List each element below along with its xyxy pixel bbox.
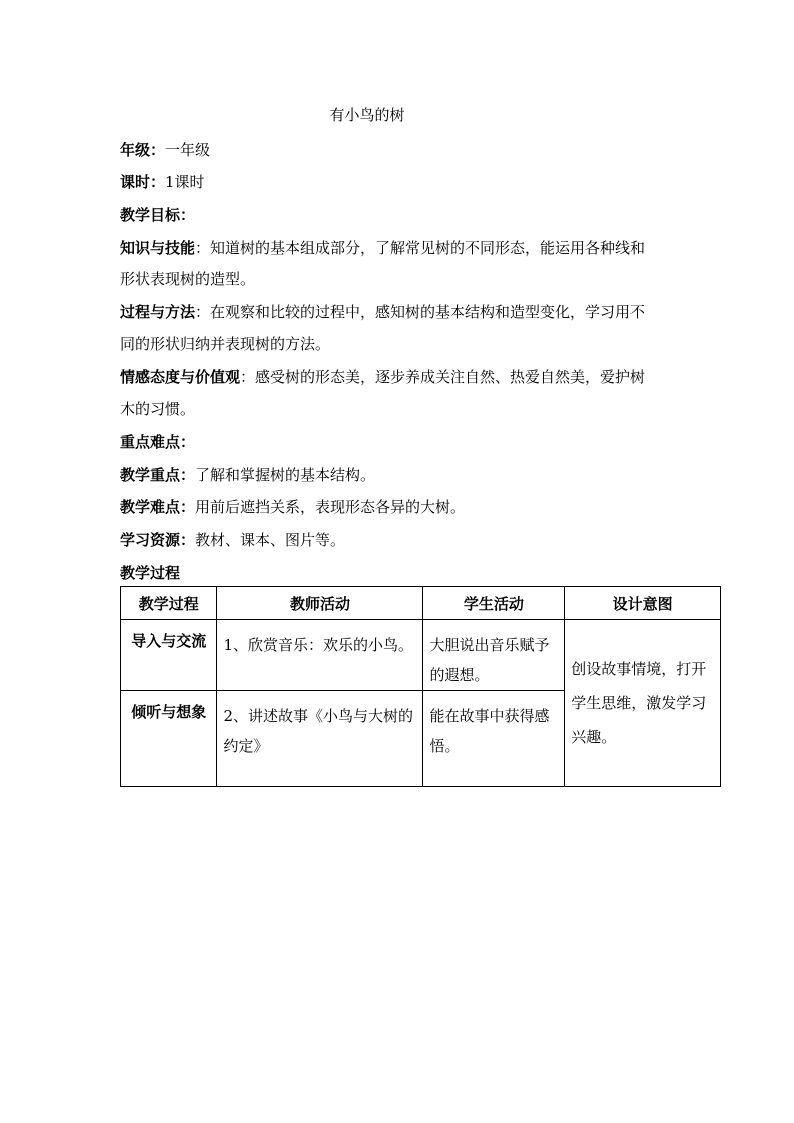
resources-value: 教材、课本、图片等。 [195,531,346,549]
attitude-line-2: 木的习惯。 [120,400,196,418]
student-cell: 大胆说出音乐赋予的遐想。 [423,620,565,691]
header-design: 设计意图 [565,587,721,620]
period-label: 课时： [120,173,166,191]
attitude-line-1 [120,367,680,387]
knowledge-line-1 [120,238,680,258]
objectives-heading: 教学目标： [120,206,196,224]
grade-line [120,140,680,160]
difficulty-label: 教学难点： [120,498,196,516]
resources-label: 学习资源： [120,531,196,549]
process-method-line-1 [120,302,680,322]
header-teacher: 教师活动 [217,587,423,620]
header-stage: 教学过程 [121,587,217,620]
key-point-line [120,465,680,485]
process-method-line-2: 同的形状归纳并表现树的方法。 [120,335,331,353]
attitude-text-1: ：感受树的形态美，逐步养成关注自然、热爱自然美，爱护树 [240,368,646,386]
key-point-label: 教学重点： [120,466,196,484]
knowledge-text-1: ：知道树的基本组成部分，了解常见树的不同形态，能运用各种线和 [195,239,646,257]
key-point-value: 了解和掌握树的基本结构。 [195,466,376,484]
difficulty-value: 用前后遮挡关系，表现形态各异的大树。 [195,498,466,516]
knowledge-label: 知识与技能 [120,239,196,257]
process-method-text-1: ：在观察和比较的过程中，感知树的基本结构和造型变化，学习用不 [195,303,646,321]
difficulty-line [120,497,680,517]
attitude-label: 情感态度与价值观 [120,368,241,386]
process-method-label: 过程与方法 [120,303,196,321]
stage-cell: 倾听与想象 [121,691,217,787]
stage-cell: 导入与交流 [121,620,217,691]
design-cell: 创设故事情境，打开学生思维，激发学习兴趣。 [565,620,721,787]
table-header-row [121,587,721,620]
period-line [120,172,680,192]
teacher-cell: 1、欣赏音乐：欢乐的小鸟。 [217,620,423,691]
grade-value: 一年级 [165,141,211,159]
student-cell: 能在故事中获得感悟。 [423,691,565,787]
resources-line [120,530,680,550]
knowledge-line-2: 形状表现树的造型。 [120,270,256,288]
table-row [121,620,721,691]
teaching-process-table [120,586,721,787]
process-heading: 教学过程 [120,564,181,582]
period-value: 1课时 [165,173,205,191]
grade-label: 年级： [120,141,166,159]
teacher-cell: 2、讲述故事《小鸟与大树的约定》 [217,691,423,787]
header-student: 学生活动 [423,587,565,620]
document-title: 有小鸟的树 [329,106,405,124]
key-points-heading: 重点难点： [120,433,196,451]
